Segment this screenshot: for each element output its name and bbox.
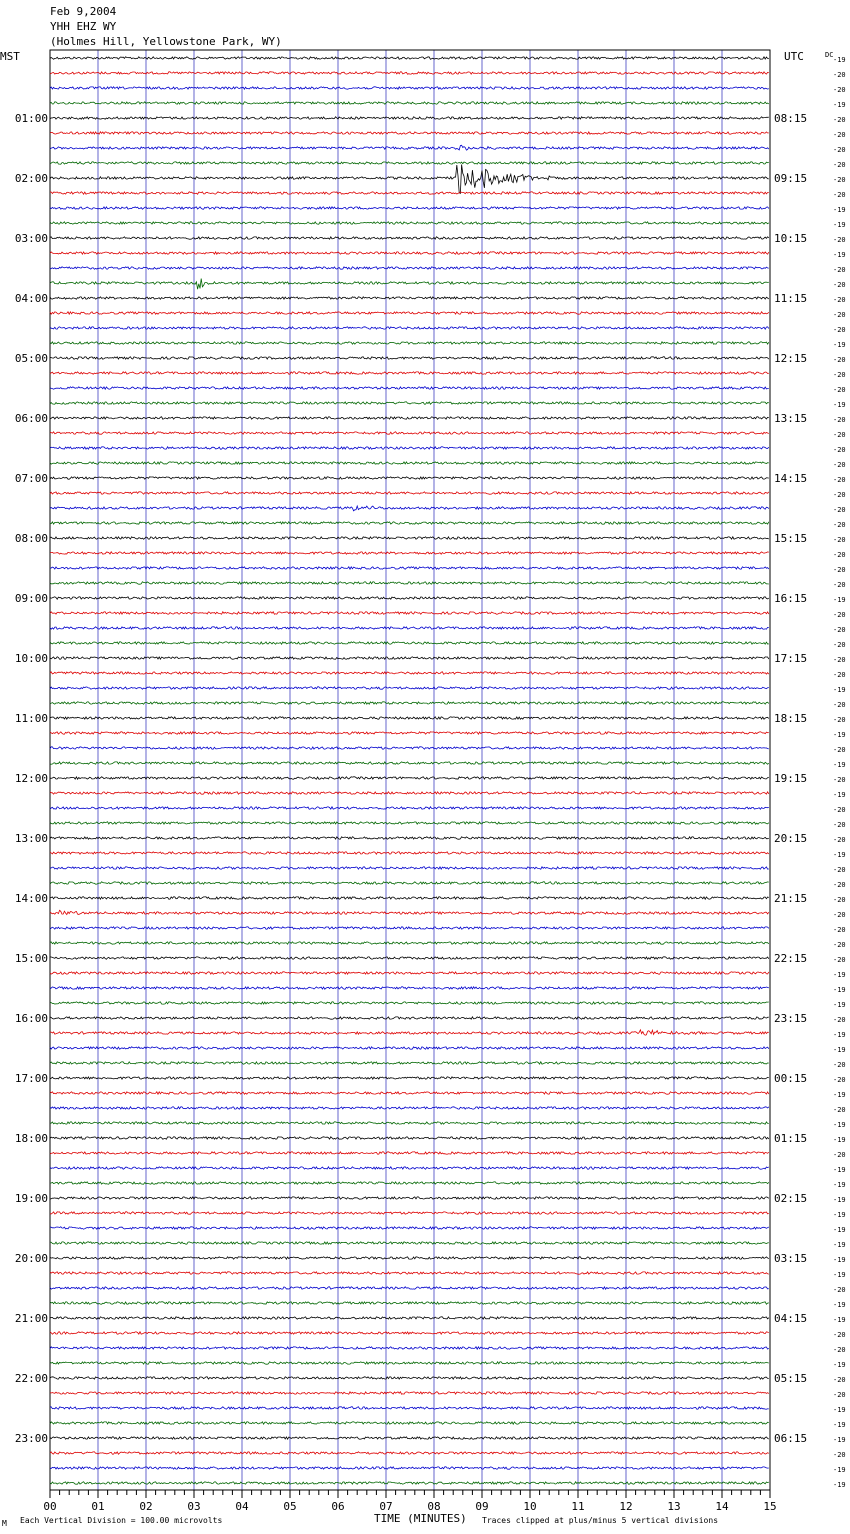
trace-row	[50, 1227, 769, 1229]
x-tick-label: 13	[667, 1500, 681, 1513]
trace-row	[50, 1257, 769, 1259]
right-hour-label: 10:15	[774, 232, 808, 245]
trace-row	[50, 462, 769, 464]
trace-row	[50, 1482, 769, 1484]
x-tick-label: 05	[283, 1500, 297, 1513]
x-tick-label: 03	[187, 1500, 201, 1513]
dc-offset-value: -19	[833, 1046, 846, 1054]
dc-offset-value: -20	[833, 626, 846, 634]
left-hour-label: 02:00	[14, 172, 48, 185]
dc-offset-value: -19	[833, 251, 846, 259]
trace-row	[50, 1242, 769, 1244]
x-tick-label: 00	[43, 1500, 57, 1513]
trace-row	[50, 237, 769, 239]
dc-offset-value: -19	[833, 1301, 846, 1309]
trace-row	[50, 972, 769, 974]
trace-row	[50, 1107, 769, 1109]
dc-offset-value: -20	[833, 1376, 846, 1384]
x-tick-label: 15	[763, 1500, 777, 1513]
utc-label: UTC	[784, 50, 804, 63]
trace-row	[50, 1437, 769, 1439]
dc-offset-value: -19	[833, 686, 846, 694]
dc-offset-value: -19	[833, 1256, 846, 1264]
dc-offset-labels	[833, 56, 846, 1489]
right-hour-labels	[774, 112, 807, 1445]
right-hour-label: 03:15	[774, 1252, 808, 1265]
dc-offset-value: -19	[833, 1001, 846, 1009]
left-hour-label: 13:00	[14, 832, 48, 845]
left-hour-label: 06:00	[14, 412, 48, 425]
dc-offset-value: -19	[833, 1361, 846, 1369]
trace-row	[50, 162, 769, 164]
left-hour-label: 17:00	[14, 1072, 48, 1085]
right-hour-label: 04:15	[774, 1312, 808, 1325]
trace-row	[50, 657, 769, 659]
left-hour-label: 12:00	[14, 772, 48, 785]
dc-offset-value: -20	[833, 1061, 846, 1069]
dc-offset-value: -20	[833, 131, 846, 139]
trace-row	[50, 1002, 769, 1004]
left-hour-label: 07:00	[14, 472, 48, 485]
dc-offset-value: -19	[833, 1031, 846, 1039]
dc-offset-value: -20	[833, 641, 846, 649]
trace-row	[50, 1152, 769, 1154]
left-hour-label: 21:00	[14, 1312, 48, 1325]
trace-row	[50, 1030, 769, 1035]
trace-row	[50, 1137, 769, 1139]
trace-row	[50, 267, 769, 269]
trace-row	[50, 1467, 769, 1469]
right-hour-label: 23:15	[774, 1012, 808, 1025]
trace-row	[50, 145, 769, 150]
trace-row	[50, 957, 769, 959]
dc-offset-value: -20	[833, 1076, 846, 1084]
dc-offset-value: -19	[833, 1466, 846, 1474]
left-hour-label: 14:00	[14, 892, 48, 905]
trace-row	[50, 717, 769, 719]
right-hour-label: 05:15	[774, 1372, 808, 1385]
dc-offset-value: -20	[833, 371, 846, 379]
trace-row	[50, 1077, 769, 1079]
right-hour-label: 20:15	[774, 832, 808, 845]
left-hour-label: 01:00	[14, 112, 48, 125]
dc-offset-value: -19	[833, 1211, 846, 1219]
x-tick-label: 01	[91, 1500, 105, 1513]
trace-row	[50, 402, 769, 404]
clip-note: Traces clipped at plus/minus 5 vertical divisions	[482, 1516, 719, 1525]
dc-offset-value: -20	[833, 926, 846, 934]
x-tick-label: 08	[427, 1500, 441, 1513]
dc-offset-value: -20	[833, 746, 846, 754]
dc-offset-value: -20	[833, 956, 846, 964]
dc-offset-value: -19	[833, 206, 846, 214]
trace-row	[50, 567, 769, 569]
dc-offset-value: -19	[833, 1181, 846, 1189]
trace-row	[50, 807, 769, 809]
right-hour-label: 14:15	[774, 472, 808, 485]
dc-offset-value: -20	[833, 566, 846, 574]
trace-row	[50, 1362, 769, 1364]
trace-row	[50, 852, 769, 854]
trace-row	[50, 792, 769, 794]
trace-row	[50, 432, 769, 434]
dc-offset-value: -19	[833, 1481, 846, 1489]
dc-offset-value: -20	[833, 836, 846, 844]
dc-offset-value: -20	[833, 896, 846, 904]
dc-offset-value: -20	[833, 611, 846, 619]
trace-row	[50, 582, 769, 584]
trace-row	[50, 837, 769, 839]
dc-offset-value: -20	[833, 386, 846, 394]
trace-row	[50, 867, 769, 869]
dc-offset-value: -20	[833, 86, 846, 94]
trace-row	[50, 417, 769, 419]
trace-row	[50, 822, 769, 824]
x-tick-label: 07	[379, 1500, 393, 1513]
dc-offset-value: -20	[833, 71, 846, 79]
traces	[50, 57, 769, 1484]
right-hour-label: 13:15	[774, 412, 808, 425]
trace-row	[50, 642, 769, 644]
dc-offset-value: -19	[833, 1226, 846, 1234]
right-hour-label: 15:15	[774, 532, 808, 545]
x-axis-title: TIME (MINUTES)	[374, 1512, 467, 1525]
dc-offset-value: -19	[833, 596, 846, 604]
dc-offset-value: -20	[833, 506, 846, 514]
trace-row	[50, 1062, 769, 1064]
dc-offset-value: -20	[833, 176, 846, 184]
dc-offset-value: -20	[833, 416, 846, 424]
trace-row	[50, 672, 769, 674]
dc-offset-value: -20	[833, 461, 846, 469]
trace-row	[50, 1347, 769, 1349]
left-hour-label: 09:00	[14, 592, 48, 605]
right-hour-label: 01:15	[774, 1132, 808, 1145]
left-hour-label: 19:00	[14, 1192, 48, 1205]
dc-offset-value: -19	[833, 791, 846, 799]
dc-offset-value: -19	[833, 1166, 846, 1174]
left-hour-label: 15:00	[14, 952, 48, 965]
dc-offset-value: -20	[833, 146, 846, 154]
x-tick-label: 02	[139, 1500, 153, 1513]
dc-offset-value: -20	[833, 161, 846, 169]
dc-offset-value: -20	[833, 476, 846, 484]
trace-row	[50, 192, 769, 194]
dc-offset-value: -20	[833, 776, 846, 784]
trace-row	[50, 327, 769, 329]
trace-row	[50, 1197, 769, 1199]
dc-offset-value: -20	[833, 116, 846, 124]
dc-offset-value: -20	[833, 296, 846, 304]
dc-offset-value: -19	[833, 731, 846, 739]
trace-row	[50, 132, 769, 134]
trace-row	[50, 117, 769, 119]
location-label: (Holmes Hill, Yellowstone Park, WY)	[50, 35, 282, 48]
right-hour-label: 02:15	[774, 1192, 808, 1205]
trace-row	[50, 702, 769, 704]
dc-offset-value: -20	[833, 536, 846, 544]
station-label: YHH EHZ WY	[50, 20, 117, 33]
dc-offset-value: -19	[833, 986, 846, 994]
dc-offset-value: -19	[833, 1316, 846, 1324]
dc-label: DC	[825, 51, 834, 59]
trace-row	[50, 72, 769, 74]
trace-row	[50, 1452, 769, 1454]
right-hour-label: 19:15	[774, 772, 808, 785]
dc-offset-value: -20	[833, 191, 846, 199]
left-hour-label: 10:00	[14, 652, 48, 665]
dc-offset-value: -20	[833, 356, 846, 364]
trace-row	[50, 762, 769, 764]
dc-offset-value: -20	[833, 236, 846, 244]
right-hour-label: 00:15	[774, 1072, 808, 1085]
right-hour-label: 12:15	[774, 352, 808, 365]
trace-row	[50, 687, 769, 689]
dc-offset-value: -19	[833, 221, 846, 229]
trace-row	[50, 627, 769, 629]
dc-offset-value: -19	[833, 1241, 846, 1249]
left-hour-label: 18:00	[14, 1132, 48, 1145]
trace-row	[50, 1212, 769, 1214]
x-tick-label: 04	[235, 1500, 249, 1513]
trace-row	[50, 1182, 769, 1184]
right-hour-label: 11:15	[774, 292, 808, 305]
trace-row	[50, 1392, 769, 1394]
dc-offset-value: -19	[833, 971, 846, 979]
trace-row	[50, 732, 769, 734]
dc-offset-value: -20	[833, 1451, 846, 1459]
trace-row	[50, 357, 769, 359]
trace-row	[50, 552, 769, 554]
right-hour-label: 08:15	[774, 112, 808, 125]
right-hour-label: 06:15	[774, 1432, 808, 1445]
dc-offset-value: -19	[833, 401, 846, 409]
trace-row	[50, 87, 769, 89]
dc-offset-value: -19	[833, 1196, 846, 1204]
trace-row	[50, 297, 769, 299]
trace-row	[50, 477, 769, 479]
dc-offset-value: -20	[833, 656, 846, 664]
dc-offset-value: -20	[833, 1346, 846, 1354]
dc-offset-value: -20	[833, 881, 846, 889]
dc-offset-value: -20	[833, 1016, 846, 1024]
dc-offset-value: -19	[833, 1091, 846, 1099]
x-tick-label: 14	[715, 1500, 729, 1513]
trace-row	[50, 942, 769, 944]
trace-row	[50, 777, 769, 779]
dc-offset-value: -20	[833, 431, 846, 439]
trace-row	[50, 1122, 769, 1124]
trace-row	[50, 102, 769, 104]
dc-offset-value: -20	[833, 326, 846, 334]
dc-offset-value: -20	[833, 1151, 846, 1159]
scale-note: Each Vertical Division = 100.00 microvolts	[20, 1516, 223, 1525]
trace-row	[50, 597, 769, 599]
dc-offset-value: -19	[833, 101, 846, 109]
left-hour-label: 05:00	[14, 352, 48, 365]
dc-offset-value: -19	[833, 1121, 846, 1129]
dc-offset-value: -19	[833, 1406, 846, 1414]
trace-row	[50, 492, 769, 494]
dc-offset-value: -19	[833, 1436, 846, 1444]
dc-offset-value: -20	[833, 911, 846, 919]
dc-offset-value: -20	[833, 311, 846, 319]
dc-offset-value: -20	[833, 806, 846, 814]
trace-row	[50, 447, 769, 449]
trace-row	[50, 1092, 769, 1094]
corner-mark: M	[2, 1519, 7, 1528]
left-hour-label: 22:00	[14, 1372, 48, 1385]
trace-row	[50, 57, 769, 59]
left-hour-label: 11:00	[14, 712, 48, 725]
right-hour-label: 16:15	[774, 592, 808, 605]
dc-offset-value: -20	[833, 701, 846, 709]
trace-row	[50, 1377, 769, 1379]
dc-offset-value: -19	[833, 1136, 846, 1144]
trace-row	[50, 897, 769, 899]
dc-offset-value: -20	[833, 491, 846, 499]
dc-offset-value: -20	[833, 266, 846, 274]
right-hour-label: 21:15	[774, 892, 808, 905]
trace-row	[50, 1317, 769, 1319]
right-hour-label: 22:15	[774, 952, 808, 965]
right-hour-label: 18:15	[774, 712, 808, 725]
trace-row	[50, 522, 769, 524]
trace-row	[50, 1407, 769, 1409]
left-hour-label: 08:00	[14, 532, 48, 545]
dc-offset-value: -20	[833, 581, 846, 589]
left-hour-label: 16:00	[14, 1012, 48, 1025]
trace-row	[50, 1167, 769, 1169]
trace-row	[50, 1332, 769, 1334]
dc-offset-value: -19	[833, 761, 846, 769]
x-tick-label: 10	[523, 1500, 537, 1513]
date-label: Feb 9,2004	[50, 5, 117, 18]
dc-offset-value: -19	[833, 851, 846, 859]
dc-offset-value: -19	[833, 341, 846, 349]
dc-offset-value: -19	[833, 56, 846, 64]
right-hour-label: 09:15	[774, 172, 808, 185]
dc-offset-value: -20	[833, 281, 846, 289]
trace-row	[50, 252, 769, 254]
trace-row	[50, 747, 769, 749]
dc-offset-value: -20	[833, 1331, 846, 1339]
dc-offset-value: -19	[833, 1271, 846, 1279]
x-tick-label: 09	[475, 1500, 489, 1513]
trace-row	[50, 910, 769, 914]
x-tick-label: 12	[619, 1500, 633, 1513]
x-tick-label: 06	[331, 1500, 345, 1513]
trace-row	[50, 612, 769, 614]
trace-row	[50, 537, 769, 539]
dc-offset-value: -20	[833, 446, 846, 454]
x-tick-label: 11	[571, 1500, 585, 1513]
trace-row	[50, 1047, 769, 1049]
trace-row	[50, 342, 769, 344]
trace-row	[50, 1017, 769, 1019]
dc-offset-value: -20	[833, 1286, 846, 1294]
dc-offset-value: -20	[833, 866, 846, 874]
left-hour-label: 04:00	[14, 292, 48, 305]
x-axis	[43, 1490, 776, 1513]
dc-offset-value: -20	[833, 716, 846, 724]
dc-offset-value: -20	[833, 521, 846, 529]
dc-offset-value: -20	[833, 941, 846, 949]
dc-offset-value: -20	[833, 821, 846, 829]
trace-row	[50, 387, 769, 389]
trace-row	[50, 222, 769, 224]
trace-row	[50, 1272, 769, 1274]
dc-offset-value: -20	[833, 671, 846, 679]
trace-row	[50, 927, 769, 929]
trace-row	[50, 279, 769, 290]
dc-offset-value: -19	[833, 1421, 846, 1429]
trace-row	[50, 1302, 769, 1304]
dc-offset-value: -20	[833, 1106, 846, 1114]
dc-offset-value: -20	[833, 1391, 846, 1399]
trace-row	[50, 882, 769, 884]
dc-offset-value: -20	[833, 551, 846, 559]
trace-row	[50, 1422, 769, 1424]
trace-row	[50, 987, 769, 989]
trace-row	[50, 312, 769, 314]
left-hour-label: 23:00	[14, 1432, 48, 1445]
left-hour-label: 03:00	[14, 232, 48, 245]
trace-row	[50, 506, 769, 511]
trace-row	[50, 1287, 769, 1289]
left-hour-labels	[15, 112, 48, 1445]
left-hour-label: 20:00	[14, 1252, 48, 1265]
trace-row	[50, 372, 769, 374]
trace-row	[50, 165, 769, 194]
right-hour-label: 17:15	[774, 652, 808, 665]
trace-row	[50, 207, 769, 209]
mst-label: MST	[0, 50, 20, 63]
